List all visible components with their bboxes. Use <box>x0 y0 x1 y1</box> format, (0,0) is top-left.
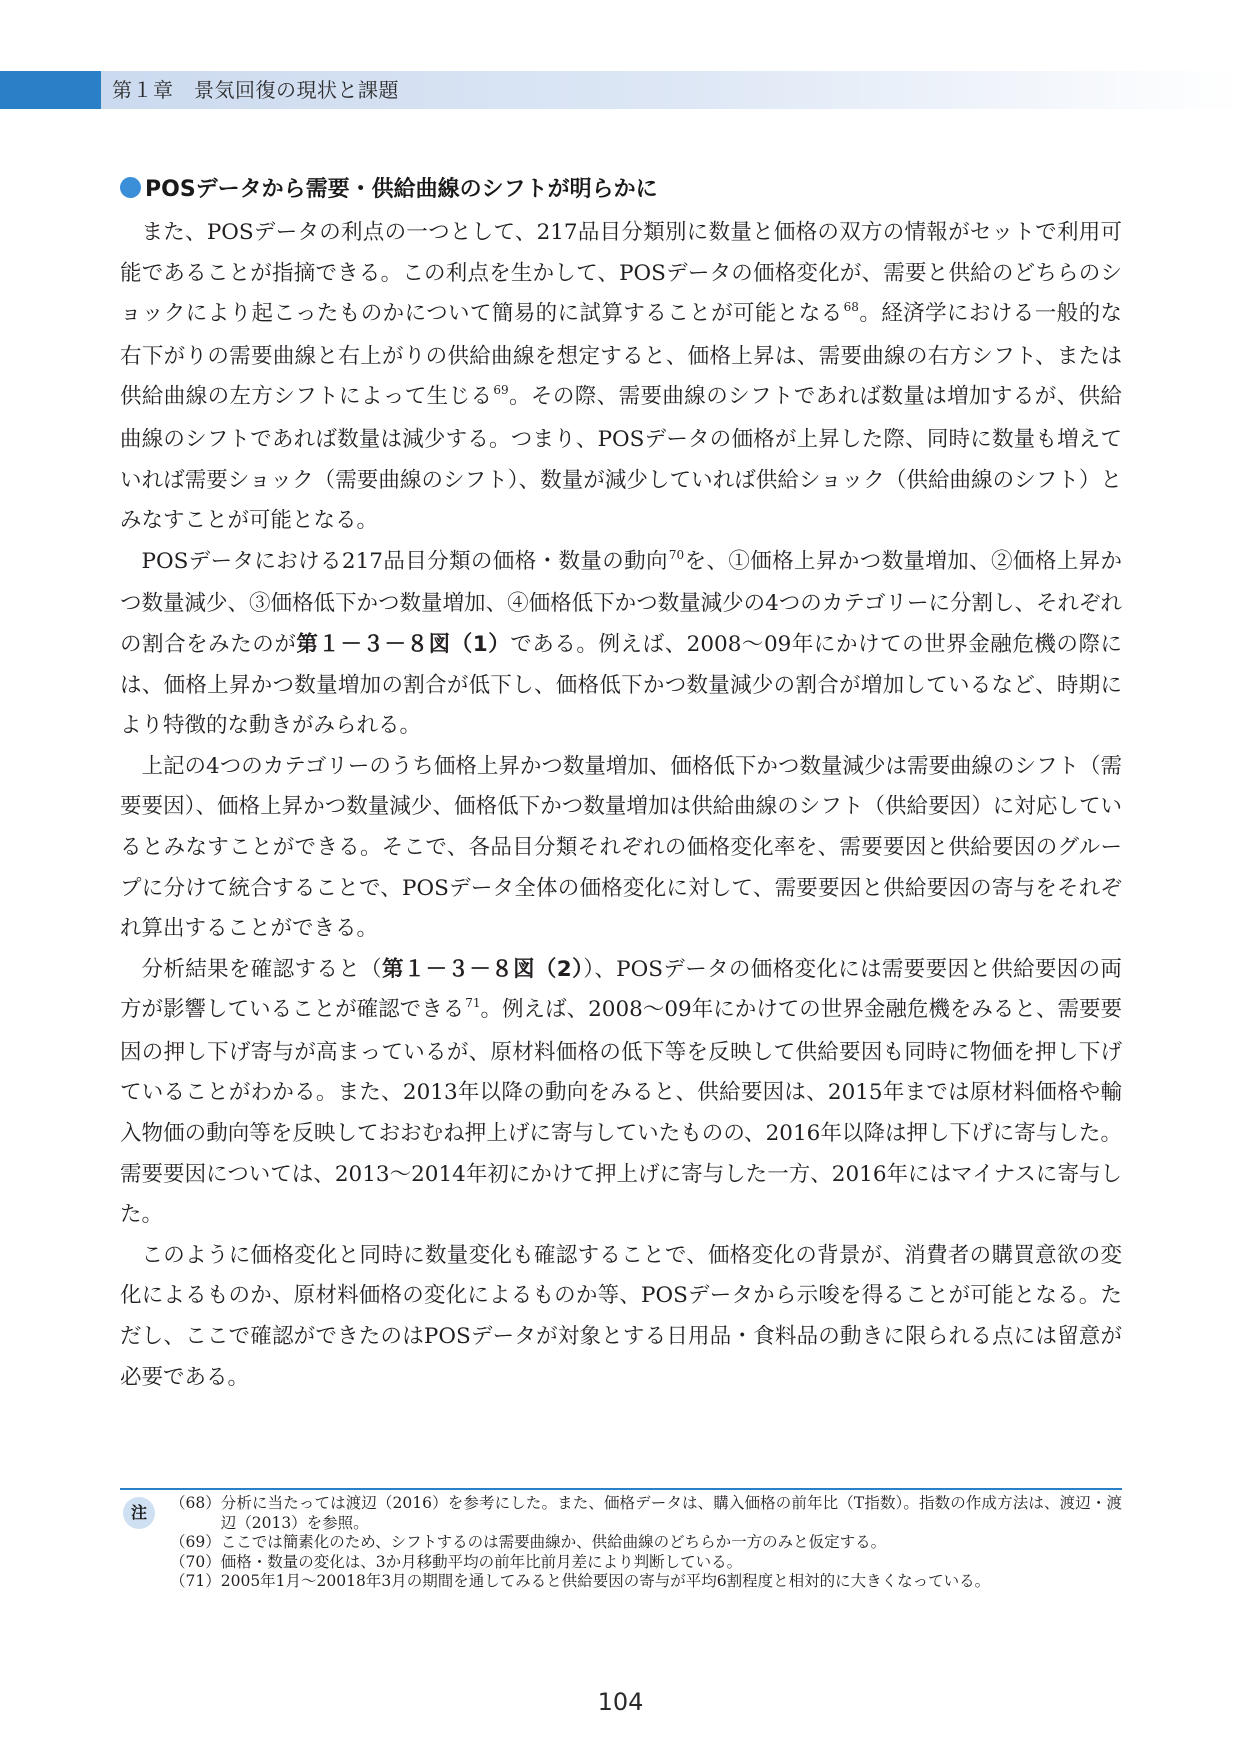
footnote-number: （70） <box>170 1552 221 1571</box>
page-number: 104 <box>597 1688 644 1716</box>
paragraph-4-text-b: ）、POSデータの価格変化には需要要因と供給要因の両方が影響していることが確認できる <box>120 956 1122 1023</box>
chapter-header-tab <box>0 71 101 109</box>
footnote-ref-68: 68 <box>843 300 859 315</box>
circle-bullet-icon <box>120 177 141 198</box>
footnote-number: （68） <box>170 1494 221 1512</box>
paragraph-1 <box>120 213 1122 542</box>
paragraph-1-text-a: また、POSデータの利点の一つとして、217品目分類別に数量と価格の双方の情報がセットで利用可能であることが指摘できる。この利点を生かして、POSデータの価格変化が、需要と供給のどちらのショックにより起こったものかについて簡易的に試算することが可能となる <box>120 220 1122 327</box>
paragraph-2 <box>120 542 1122 747</box>
paragraph-1-text-b: 。経済学における一般的な右下がりの需要曲線と右上がりの供給曲線を想定すると、価格上昇は、需要曲線の右方シフト、または供給曲線の左方シフトによって生じる <box>120 301 1122 410</box>
paragraph-4-text-a: 分析結果を確認すると（ <box>141 956 382 982</box>
paragraph-2-text-b: を、①価格上昇かつ数量増加、②価格上昇かつ数量減少、③価格低下かつ数量増加、④価格低下かつ数量減少の4つのカテゴリーに分割し、それぞれの割合をみたのが <box>120 548 1122 657</box>
section-heading <box>120 172 658 203</box>
footnote-ref-70: 70 <box>668 547 685 562</box>
section-heading-text: POSデータから需要・供給曲線のシフトが明らかに <box>145 177 658 202</box>
figure-reference: 第１－３－８図（1） <box>296 631 511 657</box>
paragraph-4 <box>120 950 1122 1236</box>
chapter-title: 第１章 景気回復の現状と課題 <box>112 78 399 102</box>
paragraph-3: 上記の4つのカテゴリーのうち価格上昇かつ数量増加、価格低下かつ数量減少は需要曲線のシフト（需要要因）、価格上昇かつ数量減少、価格低下かつ数量増加は供給曲線のシフト（供給要因）に対応しているとみなすことができる。そこで、各品目分類それぞれの価格変化率を、需要要因と供給要因のグループに分けて統合することで、POSデータ全体の価格変化に対して、需要要因と供給要因の寄与をそれぞれ算出することができる。 <box>120 753 1122 942</box>
paragraph-2-text-a: POSデータにおける217品目分類の価格・数量の動向 <box>141 548 668 574</box>
notes-divider <box>120 1488 1122 1490</box>
paragraph-2-text-c: である。例えば、2008～09年にかけての世界金融危機の際には、価格上昇かつ数量増加の割合が低下し、価格低下かつ数量減少の割合が増加しているなど、時期により特徴的な動きがみられる。 <box>120 631 1122 739</box>
figure-reference: 第１－３－８図（2） <box>381 956 584 982</box>
footnote-item <box>170 1572 1122 1592</box>
body-text <box>120 213 1122 1398</box>
footnote-ref-69: 69 <box>493 383 509 398</box>
footnote-number: （69） <box>170 1533 221 1551</box>
footnotes <box>170 1494 1122 1592</box>
footnote-item <box>170 1494 1122 1533</box>
footnote-number: （71） <box>170 1572 221 1590</box>
paragraph-1-text-c: 。その際、需要曲線のシフトであれば数量は増加するが、供給曲線のシフトであれば数量は減少する。つまり、POSデータの価格が上昇した際、同時に数量も増えていれば需要ショック（需要曲線のシフト）、数量が減少していれば供給ショック（供給曲線のシフト）とみなすことが可能となる。 <box>120 384 1122 534</box>
footnote-ref-71: 71 <box>465 996 481 1011</box>
paragraph-5: このように価格変化と同時に数量変化も確認することで、価格変化の背景が、消費者の購買意欲の変化によるものか、原材料価格の変化によるものか等、POSデータから示唆を得ることが可能となる。ただし、ここで確認ができたのはPOSデータが対象とする日用品・食料品の動きに限られる点には留意が必要である。 <box>120 1242 1122 1390</box>
footnote-text: 2005年1月～20018年3月の期間を通してみると供給要因の寄与が平均6割程度と相対的に大きくなっている。 <box>220 1572 991 1590</box>
footnote-text: ここでは簡素化のため、シフトするのは需要曲線か、供給曲線のどちらか一方のみと仮定する。 <box>220 1533 887 1551</box>
footnote-item <box>170 1553 1122 1573</box>
footnote-text: 価格・数量の変化は、3か月移動平均の前年比前月差により判断している。 <box>220 1552 743 1571</box>
footnote-text: 分析に当たっては渡辺（2016）を参考にした。また、価格データは、購入価格の前年比（T指数）。指数の作成方法は、渡辺・渡辺（2013）を参照。 <box>220 1494 1122 1532</box>
notes-badge: 注 <box>123 1497 155 1529</box>
paragraph-4-text-c: 。例えば、2008～09年にかけての世界金融危機をみると、需要要因の押し下げ寄与が高まっているが、原材料価格の低下等を反映して供給要因も同時に物価を押し下げていることがわかる。また、2013年以降の動向をみると、供給要因は、2015年までは原材料価格や輸入物価の動向等を反映しておおむね押上げに寄与していたものの、2016年以降は押し下げに寄与した。需要要因については、2013～2014年初にかけて押上げに寄与した一方、2016年にはマイナスに寄与した。 <box>120 997 1122 1228</box>
footnote-item <box>170 1533 1122 1553</box>
